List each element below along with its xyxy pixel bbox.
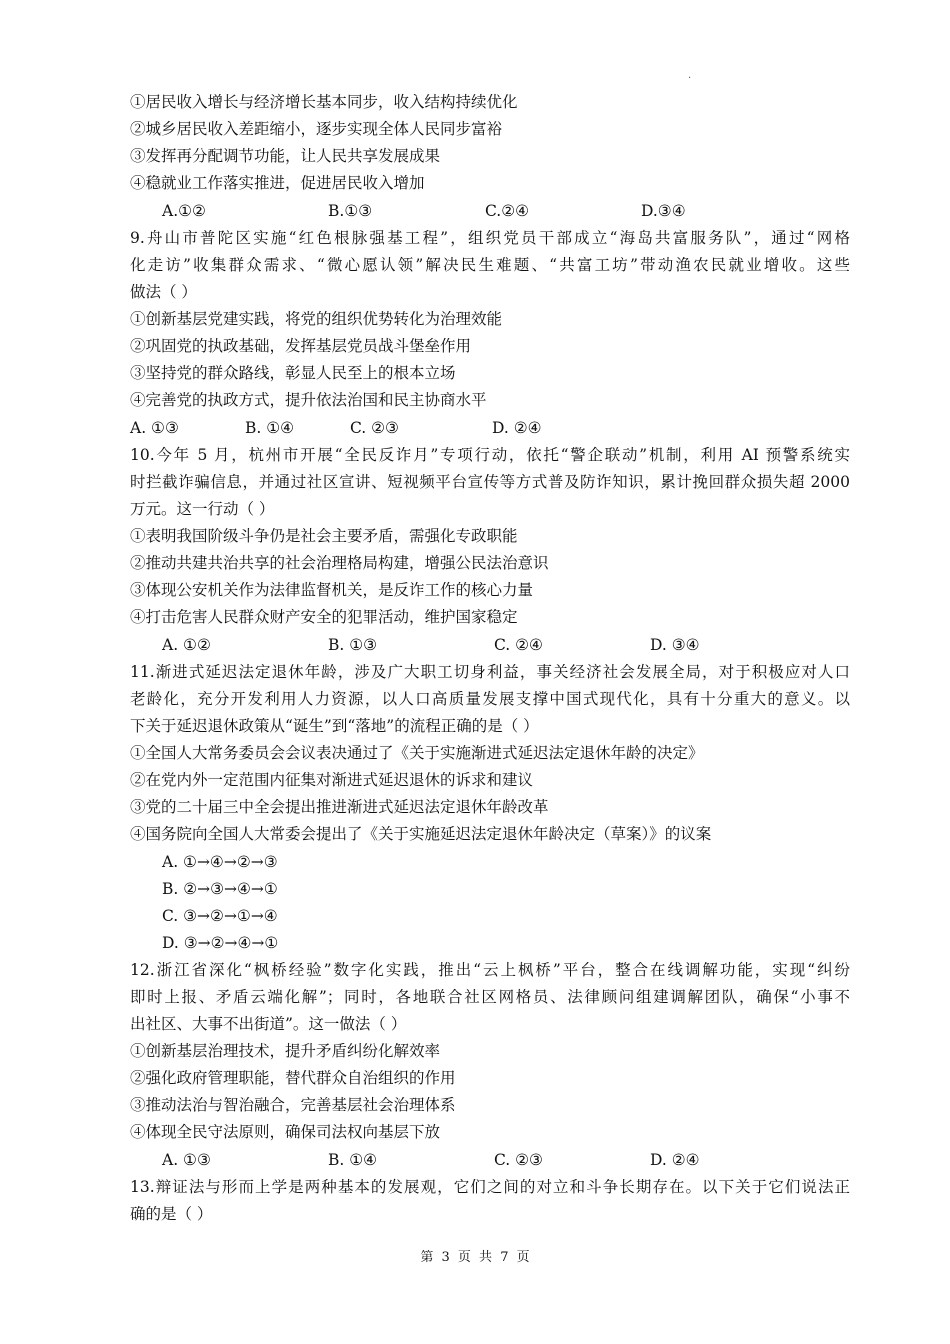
q11-option-c: C. ③→②→①→④ <box>162 907 278 925</box>
q12-stem-line-3: 出社区、大事不出街道”。这一做法（ ） <box>130 1015 407 1033</box>
q11-option-a: A. ①→④→②→③ <box>162 853 278 871</box>
q11-stem-line-1: 11.渐进式延迟法定退休年龄，涉及广大职工切身利益，事关经济社会发展全局，对于积极应对人口 <box>130 663 850 681</box>
q12-option-c: C. ②③ <box>494 1151 543 1169</box>
q10-statement-1: ①表明我国阶级斗争仍是社会主要矛盾，需强化专政职能 <box>130 527 518 545</box>
q9-statement-2: ②巩固党的执政基础，发挥基层党员战斗堡垒作用 <box>130 337 472 355</box>
q12-option-b: B. ①④ <box>328 1151 378 1169</box>
q9-stem-line-3: 做法（ ） <box>130 283 197 301</box>
q10-option-d: D. ③④ <box>650 636 700 654</box>
q11-stem-line-3: 下关于延迟退休政策从“诞生”到“落地”的流程正确的是（ ） <box>130 717 539 735</box>
q10-option-a: A. ①② <box>162 636 211 654</box>
q10-stem-line-2: 时拦截诈骗信息，并通过社区宣讲、短视频平台宣传等方式普及防诈知识，累计挽回群众损失超 2000 <box>130 473 850 491</box>
q8-statement-4: ④稳就业工作落实推进，促进居民收入增加 <box>130 174 425 192</box>
q9-option-a: A. ①③ <box>130 419 179 437</box>
q10-statement-4: ④打击危害人民群众财产安全的犯罪活动，维护国家稳定 <box>130 608 518 626</box>
q9-statement-1: ①创新基层党建实践，将党的组织优势转化为治理效能 <box>130 310 503 328</box>
q11-statement-1: ①全国人大常务委员会会议表决通过了《关于实施渐进式延迟法定退休年龄的决定》 <box>130 744 704 762</box>
q9-option-d: D. ②④ <box>492 419 542 437</box>
q12-option-a: A. ①③ <box>162 1151 211 1169</box>
page-number-footer: 第 3 页 共 7 页 <box>420 1250 530 1265</box>
q9-stem-line-2: 化走访”收集群众需求、“微心愿认领”解决民生难题、“共富工坊”带动渔农民就业增收。这些 <box>130 256 850 274</box>
q11-statement-2: ②在党内外一定范围内征集对渐进式延迟退休的诉求和建议 <box>130 771 534 789</box>
q8-option-d: D.③④ <box>641 202 686 220</box>
q12-stem-line-2: 即时上报、矛盾云端化解”；同时，各地联合社区网格员、法律顾问组建调解团队，确保“小事不 <box>130 988 850 1006</box>
q9-option-b: B. ①④ <box>245 419 295 437</box>
q12-statement-3: ③推动法治与智治融合，完善基层社会治理体系 <box>130 1096 456 1114</box>
q9-stem-line-1: 9.舟山市普陀区实施“红色根脉强基工程”，组织党员干部成立“海岛共富服务队”，通过“网格 <box>130 229 850 247</box>
q12-statement-4: ④体现全民守法原则，确保司法权向基层下放 <box>130 1123 441 1141</box>
q8-option-c: C.②④ <box>485 202 530 220</box>
q13-stem-line-1: 13.辩证法与形而上学是两种基本的发展观，它们之间的对立和斗争长期存在。以下关于它们说法正 <box>130 1178 850 1196</box>
q10-stem-line-1: 10.今年 5 月，杭州市开展“全民反诈月”专项行动，依托“警企联动”机制，利用 AI 预警系统实 <box>130 446 850 464</box>
q10-option-c: C. ②④ <box>494 636 543 654</box>
q10-option-b: B. ①③ <box>328 636 378 654</box>
q9-statement-4: ④完善党的执政方式，提升依法治国和民主协商水平 <box>130 391 487 409</box>
q8-option-b: B.①③ <box>328 202 373 220</box>
q12-stem-line-1: 12.浙江省深化“枫桥经验”数字化实践，推出“云上枫桥”平台，整合在线调解功能，实现“纠纷 <box>130 961 850 979</box>
q8-statement-1: ①居民收入增长与经济增长基本同步，收入结构持续优化 <box>130 93 518 111</box>
page-dot-mark: . <box>688 70 692 81</box>
q11-option-d: D. ③→②→④→① <box>162 934 279 952</box>
q11-option-b: B. ②→③→④→① <box>162 880 278 898</box>
q11-stem-line-2: 老龄化，充分开发利用人力资源，以人口高质量发展支撑中国式现代化，具有十分重大的意义。以 <box>130 690 850 708</box>
q12-option-d: D. ②④ <box>650 1151 700 1169</box>
q11-statement-4: ④国务院向全国人大常委会提出了《关于实施延迟法定退休年龄决定（草案）》的议案 <box>130 825 712 843</box>
q9-option-c: C. ②③ <box>350 419 399 437</box>
q8-statement-3: ③发挥再分配调节功能，让人民共享发展成果 <box>130 147 441 165</box>
q12-statement-2: ②强化政府管理职能，替代群众自治组织的作用 <box>130 1069 456 1087</box>
q13-stem-line-2: 确的是（ ） <box>130 1205 213 1223</box>
q8-option-a: A.①② <box>162 202 206 220</box>
q9-statement-3: ③坚持党的群众路线，彰显人民至上的根本立场 <box>130 364 456 382</box>
q12-statement-1: ①创新基层治理技术，提升矛盾纠纷化解效率 <box>130 1042 441 1060</box>
q8-statement-2: ②城乡居民收入差距缩小，逐步实现全体人民同步富裕 <box>130 120 503 138</box>
q10-statement-2: ②推动共建共治共享的社会治理格局构建，增强公民法治意识 <box>130 554 549 572</box>
q10-stem-line-3: 万元。这一行动（ ） <box>130 500 275 518</box>
q11-statement-3: ③党的二十届三中全会提出推进渐进式延迟法定退休年龄改革 <box>130 798 549 816</box>
q10-statement-3: ③体现公安机关作为法律监督机关，是反诈工作的核心力量 <box>130 581 534 599</box>
